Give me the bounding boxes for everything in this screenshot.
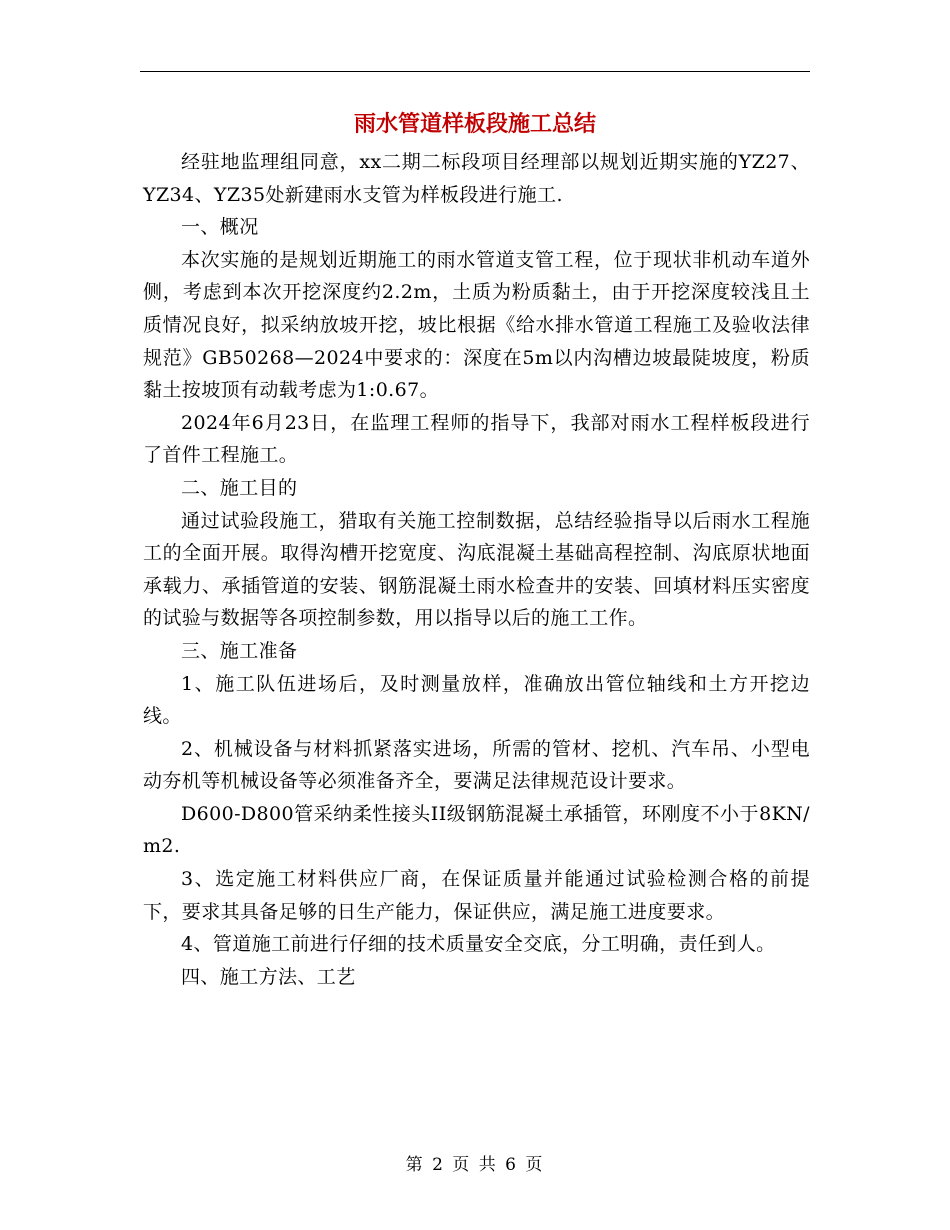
paragraph-first-construction: 2024年6月23日，在监理工程师的指导下，我部对雨水工程样板段进行了首件工程施工。 [143, 411, 810, 467]
document-title: 雨水管道样板段施工总结 [353, 112, 596, 137]
header-rule [140, 71, 810, 72]
paragraph-prep-item-2: 2、机械设备与材料抓紧落实进场，所需的管材、挖机、汽车吊、小型电动夯机等机械设备等必须准备齐全，要满足法律规范设计要求。 [143, 737, 810, 793]
section-heading-methods: 四、施工方法、工艺 [181, 965, 356, 988]
document-body [143, 146, 810, 993]
paragraph-overview: 本次实施的是规划近期施工的雨水管道支管工程，位于现状非机动车道外侧，考虑到本次开挖深度约2.2m，土质为粉质黏土，由于开挖深度较浅且土质情况良好，拟采纳放坡开挖，坡比根据《给水排水管道工程施工及验收法律规范》GB50268—2024中要求的：深度在5m以内沟槽边坡最陡坡度，粉质黏土按坡顶有动载考虑为1:0.67。 [143, 248, 810, 402]
paragraph-prep-item-3: 3、选定施工材料供应厂商，在保证质量并能通过试验检测合格的前提下，要求其具备足够的日生产能力，保证供应，满足施工进度要求。 [143, 868, 810, 923]
section-heading-purpose: 二、施工目的 [181, 476, 298, 499]
paragraph-prep-item-1: 1、施工队伍进场后，及时测量放样，准确放出管位轴线和土方开挖边线。 [143, 672, 810, 728]
section-heading-preparation: 三、施工准备 [181, 639, 298, 662]
page-footer: 第 2 页 共 6 页 [405, 1155, 545, 1175]
paragraph-pipe-spec: D600-D800管采纳柔性接头II级钢筋混凝土承插管，环刚度不小于8KN/m2. [143, 802, 810, 858]
section-heading-overview: 一、概况 [181, 216, 259, 239]
paragraph-prep-item-4: 4、管道施工前进行仔细的技术质量安全交底，分工明确，责任到人。 [181, 933, 776, 956]
paragraph-purpose: 通过试验段施工，猎取有关施工控制数据，总结经验指导以后雨水工程施工的全面开展。取得沟槽开挖宽度、沟底混凝土基础高程控制、沟底原状地面承载力、承插管道的安装、钢筋混凝土雨水检查井的安装、回填材料压实密度的试验与数据等各项控制参数，用以指导以后的施工工作。 [143, 509, 810, 630]
paragraph-intro: 经驻地监理组同意，xx二期二标段项目经理部以规划近期实施的YZ27、YZ34、YZ35处新建雨水支管为样板段进行施工. [143, 151, 810, 206]
